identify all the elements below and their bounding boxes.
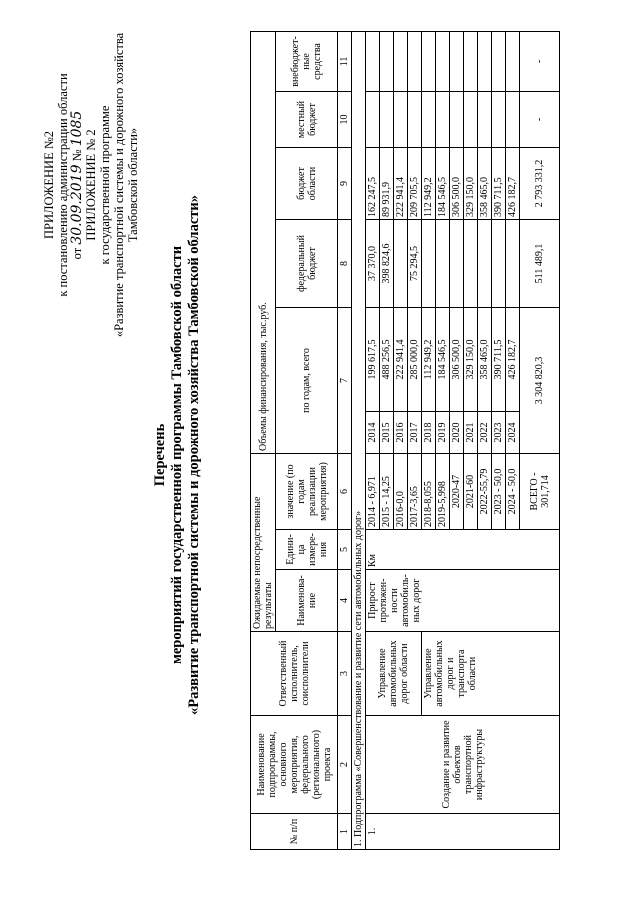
extra-2017 (408, 31, 422, 91)
total-2024: 426 182,7 (506, 307, 520, 411)
annex-number-prefix: № (70, 149, 84, 162)
value-2015: 2015 - 14,25 (380, 453, 394, 529)
total-local: - (520, 91, 560, 147)
local-2024 (506, 91, 520, 147)
regional-2020: 306 500,0 (450, 147, 464, 219)
annex-decree-ref: к постановлению администрации области (56, 73, 70, 297)
row1-executor-2: Управление автомобильных дорог и транспорта области (422, 632, 560, 716)
col-num-2: 2 (338, 716, 352, 814)
total-2019: 184 546,5 (436, 307, 450, 411)
subprogram-row (352, 31, 366, 849)
extra-2023 (492, 31, 506, 91)
header-name: Наименование подпрограммы, основного мероприятия, федерального (регионального) проекта (251, 716, 338, 814)
local-2015 (380, 91, 394, 147)
local-2014 (366, 91, 380, 147)
total-2022: 358 465,0 (478, 307, 492, 411)
header-expected-results: Ожидаемые непосредственные результаты (251, 453, 276, 631)
row1-name: Создание и развитие объектов транспортной инфраструктуры (366, 716, 560, 814)
col-num-8: 8 (338, 219, 352, 307)
header-result-unit: Едини-ца измере-ния (276, 530, 338, 570)
federal-2021 (464, 219, 478, 307)
regional-2016: 222 941,4 (394, 147, 408, 219)
annex-program-ref: к государственной программе (98, 105, 112, 265)
annex-block (42, 25, 140, 345)
regional-2019: 184 546,5 (436, 147, 450, 219)
regional-2015: 89 931,9 (380, 147, 394, 219)
local-2023 (492, 91, 506, 147)
total-2023: 390 711,5 (492, 307, 506, 411)
local-2020 (450, 91, 464, 147)
value-2022: 2022-55,79 (478, 453, 492, 529)
federal-2020 (450, 219, 464, 307)
extra-2018 (422, 31, 436, 91)
extra-2020 (450, 31, 464, 91)
col-num-6: 6 (338, 453, 352, 529)
column-number-row (338, 31, 352, 849)
extra-2015 (380, 31, 394, 91)
header-num: № п/п (251, 814, 338, 850)
regional-2017: 209 705,5 (408, 147, 422, 219)
local-2022 (478, 91, 492, 147)
year-2024: 2024 (506, 411, 520, 453)
local-2016 (394, 91, 408, 147)
value-2018: 2018-8,055 (422, 453, 436, 529)
subprogram-title: 1. Подпрограмма «Совершенствование и развитие сети автомобильных дорог» (352, 31, 366, 849)
federal-2024 (506, 219, 520, 307)
annex-date-prefix: от (70, 247, 84, 260)
annex-title-2: ПРИЛОЖЕНИЕ № 2 (84, 129, 98, 241)
extra-2019 (436, 31, 450, 91)
col-num-5: 5 (338, 530, 352, 570)
total-extra: - (520, 31, 560, 91)
col-num-9: 9 (338, 147, 352, 219)
year-2018: 2018 (422, 411, 436, 453)
annex-number: 1085 (69, 110, 85, 147)
federal-2019 (436, 219, 450, 307)
total-value: ВСЕГО - 301,714 (520, 453, 560, 529)
annex-program-region: Тамбовской области» (126, 127, 140, 243)
extra-2021 (464, 31, 478, 91)
header-extra-budget: внебюджет-ные средства (276, 31, 338, 91)
annex-date: 30.09.2019 (69, 164, 85, 245)
value-2017: 2017-3,65 (408, 453, 422, 529)
year-2016: 2016 (394, 411, 408, 453)
federal-2022 (478, 219, 492, 307)
total-regional: 2 793 331,2 (520, 147, 560, 219)
measures-table (250, 31, 560, 850)
annex-date-line (70, 25, 84, 345)
local-2021 (464, 91, 478, 147)
federal-2016 (394, 219, 408, 307)
header-executor: Ответственный исполнитель, соисполнители (251, 632, 338, 716)
value-2023: 2023 - 50,0 (492, 453, 506, 529)
total-federal: 511 489,1 (520, 219, 560, 307)
col-num-3: 3 (338, 632, 352, 716)
col-num-10: 10 (338, 91, 352, 147)
header-finance: Объемы финансирования, тыс.руб. (251, 31, 276, 453)
col-num-1: 1 (338, 814, 352, 850)
year-2020: 2020 (450, 411, 464, 453)
extra-2014 (366, 31, 380, 91)
header-federal-budget: федеральный бюджет (276, 219, 338, 307)
regional-2023: 390 711,5 (492, 147, 506, 219)
row1-executor-1: Управление автомобильных дорог области (366, 632, 422, 716)
total-2016: 222 941,4 (394, 307, 408, 411)
year-2023: 2023 (492, 411, 506, 453)
heading-line-1: Перечень (152, 423, 168, 487)
year-2014: 2014 (366, 411, 380, 453)
heading-line-3: «Развитие транспортной системы и дорожного хозяйства Тамбовской области» (186, 195, 202, 715)
year-2019: 2019 (436, 411, 450, 453)
total-2018: 112 949,2 (422, 307, 436, 411)
regional-2022: 358 465,0 (478, 147, 492, 219)
year-2017: 2017 (408, 411, 422, 453)
value-2020: 2020-47 (450, 453, 464, 529)
total-2017: 285 000,0 (408, 307, 422, 411)
federal-2014: 37 370,0 (366, 219, 380, 307)
header-local-budget: местный бюджет (276, 91, 338, 147)
year-2022: 2022 (478, 411, 492, 453)
header-result-value: значение (по годам реализации мероприятия) (276, 453, 338, 529)
annex-program-name: «Развитие транспортной системы и дорожного хозяйства (112, 32, 126, 338)
header-result-name: Наименова-ние (276, 570, 338, 632)
annex-title: ПРИЛОЖЕНИЕ №2 (42, 130, 56, 240)
col-num-4: 4 (338, 570, 352, 632)
regional-2018: 112 949,2 (422, 147, 436, 219)
value-2016: 2016-0,0 (394, 453, 408, 529)
year-2015: 2015 (380, 411, 394, 453)
federal-2023 (492, 219, 506, 307)
extra-2016 (394, 31, 408, 91)
federal-2018 (422, 219, 436, 307)
total-2020: 306 500,0 (450, 307, 464, 411)
extra-2022 (478, 31, 492, 91)
header-finance-total: по годам, всего (276, 307, 338, 453)
extra-2024 (506, 31, 520, 91)
local-2019 (436, 91, 450, 147)
row1-result-name: Прирост протяжен-ности автомобиль-ных дорог (366, 570, 560, 632)
col-num-11: 11 (338, 31, 352, 91)
document-heading (152, 65, 203, 845)
regional-2024: 426 182,7 (506, 147, 520, 219)
federal-2015: 398 824,6 (380, 219, 394, 307)
total-2014: 199 617,5 (366, 307, 380, 411)
value-2014: 2014 - 6,971 (366, 453, 380, 529)
local-2017 (408, 91, 422, 147)
local-2018 (422, 91, 436, 147)
row1-num: 1. (366, 814, 560, 850)
row1-result-unit: Км (366, 530, 560, 570)
year-row-2014 (366, 31, 380, 849)
col-num-7: 7 (338, 307, 352, 453)
total-sum: 3 304 820,3 (520, 307, 560, 453)
heading-line-2: мероприятий государственной программы Тамбовской области (169, 245, 185, 665)
value-2019: 2019-5,998 (436, 453, 450, 529)
header-row-1 (251, 31, 276, 849)
year-2021: 2021 (464, 411, 478, 453)
federal-2017: 75 294,5 (408, 219, 422, 307)
value-2024: 2024 - 50,0 (506, 453, 520, 529)
regional-2021: 329 150,0 (464, 147, 478, 219)
header-regional-budget: бюджет области (276, 147, 338, 219)
regional-2014: 162 247,5 (366, 147, 380, 219)
value-2021: 2021-60 (464, 453, 478, 529)
total-2015: 488 256,5 (380, 307, 394, 411)
total-2021: 329 150,0 (464, 307, 478, 411)
